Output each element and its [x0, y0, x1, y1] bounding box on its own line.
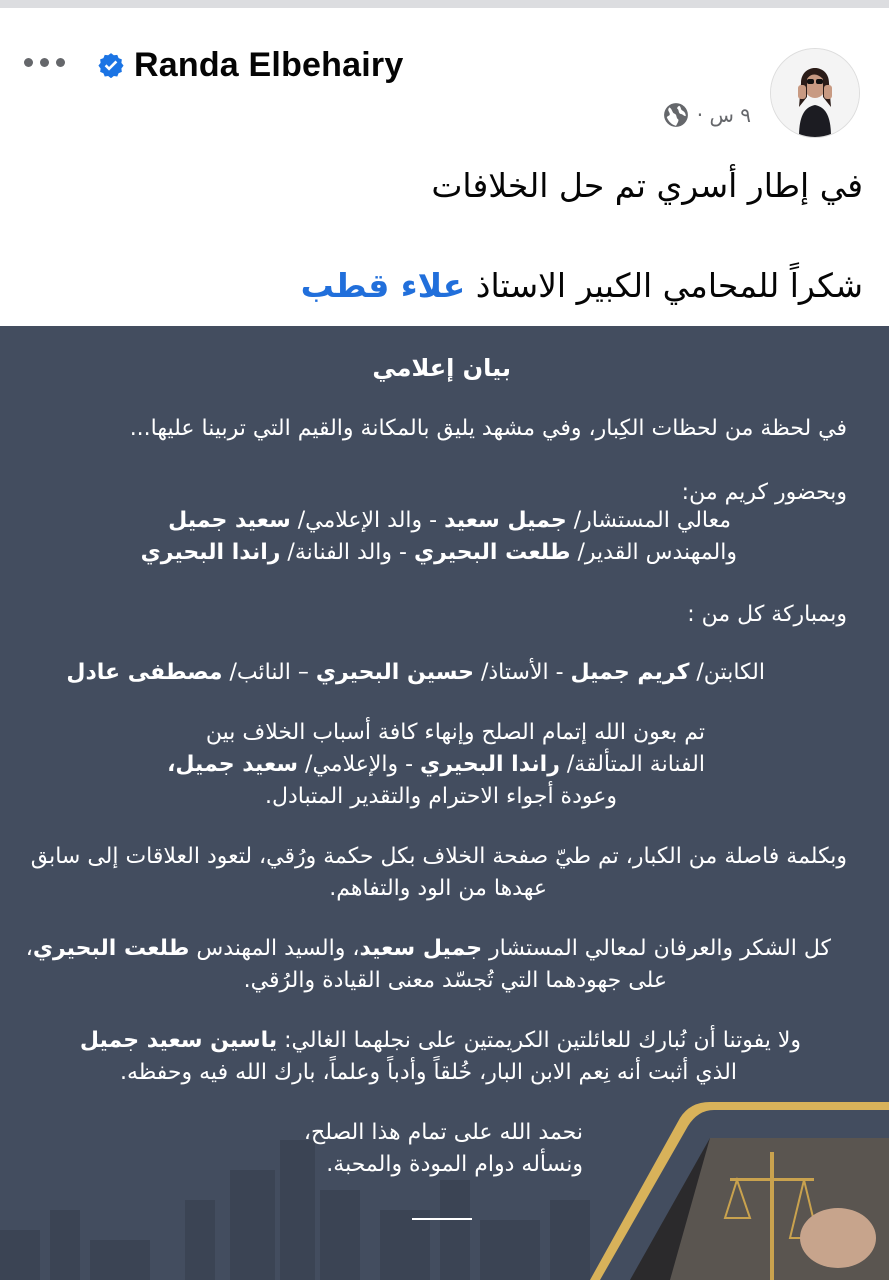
text-segment: - الأستاذ/ — [473, 660, 571, 685]
text-segment: الكابتن/ — [689, 660, 765, 685]
post-text-line-2 — [301, 266, 863, 305]
gold-frame-graphic — [590, 1088, 889, 1280]
text-segment: – النائب/ — [222, 660, 316, 685]
elders-line-1: وبكلمة فاصلة من الكبار، تم طيّ صفحة الخلاف بكل حكمة ورُقي، لتعود العلاقات إلى سابق — [30, 844, 847, 869]
verified-badge-icon — [98, 52, 124, 78]
presence-line-1 — [168, 508, 731, 533]
post-text-line-1: في إطار أسري تم حل الخلافات — [431, 166, 863, 205]
name-segment: سعيد جميل — [168, 508, 291, 533]
text-segment: ، — [25, 936, 33, 961]
text-segment: معالي المستشار/ — [566, 508, 731, 533]
name-segment: راندا البحيري — [420, 752, 560, 777]
thanks-line-1 — [26, 936, 831, 961]
name-segment: كريم جميل — [570, 660, 690, 685]
thanks-line-2: على جهودهما التي تُجسّد معنى القيادة والرُقي. — [243, 968, 667, 993]
top-divider — [0, 0, 889, 8]
closing-line-1: نحمد الله على تمام هذا الصلح، — [303, 1120, 583, 1145]
globe-icon — [663, 102, 689, 128]
reconcile-line-3: وعودة أجواء الاحترام والتقدير المتبادل. — [264, 784, 617, 809]
post-meta — [663, 102, 751, 128]
presence-line-2 — [141, 540, 737, 565]
closing-line-2: ونسأله دوام المودة والمحبة. — [326, 1152, 583, 1177]
post-text-line-2-prefix: شكراً للمحامي الكبير الاستاذ — [465, 266, 863, 305]
text-segment: كل الشكر والعرفان لمعالي المستشار — [482, 936, 831, 961]
text-segment: - والد الإعلامي/ — [290, 508, 445, 533]
name-segment: مصطفى عادل — [66, 660, 223, 685]
name-segment: حسين البحيري — [315, 660, 474, 685]
mention-link[interactable]: علاء قطب — [300, 266, 466, 305]
congrats-line-2: الذي أثبت أنه نِعم الابن البار، خُلقاً وأدباً وعلماً، بارك الله فيه وحفظه. — [119, 1060, 737, 1085]
reconcile-line-2 — [167, 752, 705, 777]
text-segment: والمهندس القدير/ — [570, 540, 737, 565]
more-options-icon[interactable] — [24, 58, 65, 67]
name-segment: جميل سعيد — [359, 936, 483, 961]
text-segment: ، والسيد المهندس — [189, 936, 360, 961]
statement-title: بيان إعلامي — [372, 354, 511, 382]
statement-intro: في لحظة من لحظات الكِبار، وفي مشهد يليق بالمكانة والقيم التي تربينا عليها... — [129, 416, 847, 441]
name-segment: طلعت البحيري — [413, 540, 571, 565]
divider-line — [412, 1218, 472, 1220]
name-segment: سعيد جميل، — [167, 752, 299, 777]
presence-heading: وبحضور كريم من: — [681, 480, 847, 505]
post-time[interactable]: ٩ س · — [696, 103, 751, 127]
reconcile-line-1: تم بعون الله إتمام الصلح وإنهاء كافة أسباب الخلاف بين — [205, 720, 705, 745]
text-segment: الفنانة المتألقة/ — [559, 752, 705, 777]
name-segment: ياسين سعيد جميل — [79, 1028, 278, 1053]
avatar[interactable] — [770, 48, 860, 138]
author-name[interactable]: Randa Elbehairy — [134, 46, 404, 84]
text-segment: ولا يفوتنا أن نُبارك للعائلتين الكريمتين على نجلهما الغالي: — [277, 1028, 801, 1053]
elders-line-2: عهدها من الود والتفاهم. — [329, 876, 547, 901]
blessing-line — [66, 660, 765, 685]
congrats-line-1 — [80, 1028, 801, 1053]
post-header — [0, 8, 889, 326]
name-segment: طلعت البحيري — [32, 936, 190, 961]
name-segment: راندا البحيري — [140, 540, 281, 565]
blessing-heading: وبمباركة كل من : — [687, 602, 847, 627]
text-segment: - والإعلامي/ — [298, 752, 421, 777]
name-segment: جميل سعيد — [444, 508, 567, 533]
text-segment: - والد الفنانة/ — [280, 540, 414, 565]
